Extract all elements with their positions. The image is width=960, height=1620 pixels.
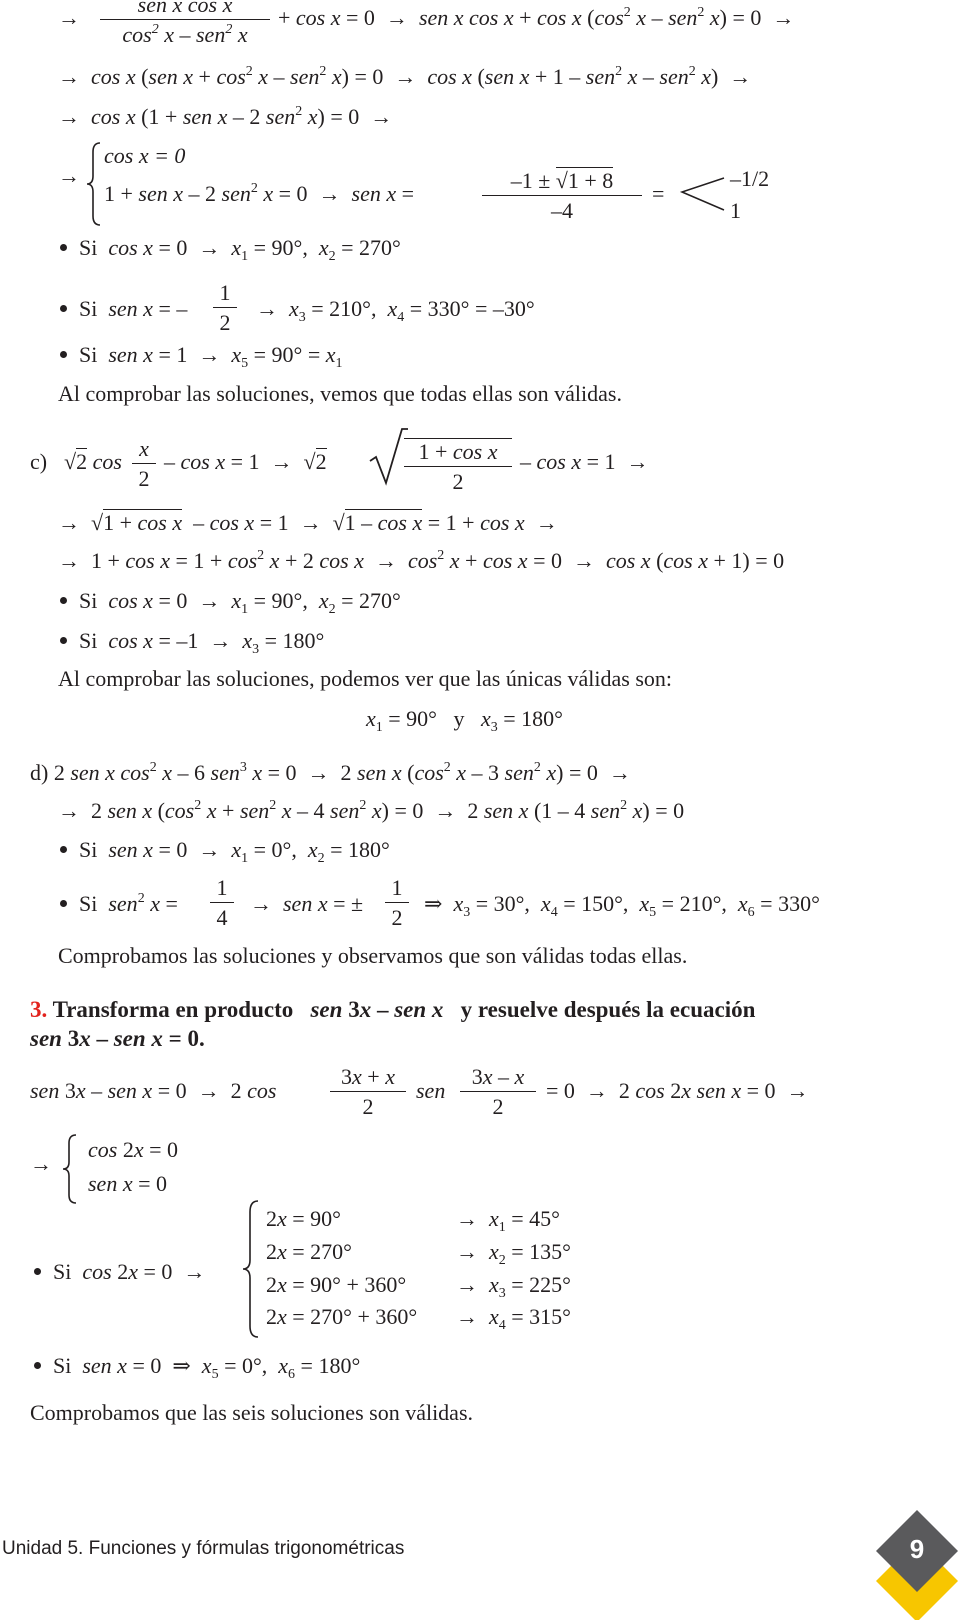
fraction: $\frac{x}{2}$ <box>132 438 156 490</box>
final-result: $x_1 = 90^\circ$ y $x_3 = 180^\circ$ <box>366 706 563 735</box>
fraction: $\frac{3x - x}{2}$ <box>460 1066 536 1118</box>
solution-line: → $x_3 = 210^\circ$, $x_4 = 330^\circ = -30^\circ$ <box>256 296 535 325</box>
result-line: → $x_1 = 45^\circ$ <box>456 1206 560 1235</box>
arrow: → <box>58 163 80 188</box>
fraction: $\frac{3x + x}{2}$ <box>330 1066 406 1118</box>
equation-line: – cos x = 1 → <box>520 449 649 474</box>
fraction: $\frac{1}{2}$ <box>385 877 409 929</box>
equation-line: → $1 + \cos x = 1 + \cos^2 x + 2$ $\cos x \to \cos^2 x + \cos x = 0 \to \cos x$ (cos x + 1) = 0 <box>58 548 785 573</box>
root-value: –1/2 <box>730 166 770 191</box>
radical-icon <box>368 425 408 487</box>
equation-line: = 0 → 2 cos 2x sen x = 0 → <box>546 1078 809 1103</box>
equation-line: d) 2 sen x $\cos^2 x - 6$ sen$^3$ x = 0 → 2 sen x ($\cos^2$ x – 3 sen$^2$ x) = 0 → <box>30 760 631 785</box>
equation-line: → 2 sen x ($\cos^2$ x + sen$^2$ x – 4 sen$^2$ x) = 0 → 2 sen x (1 – 4 sen$^2$ x) = 0 <box>58 798 685 823</box>
fraction: sen x cos x $\cos^2 x - sen^2$ x <box>100 0 270 46</box>
page-badge-icon <box>876 1510 960 1620</box>
arrow: → <box>58 5 80 30</box>
item-label: d) <box>30 760 49 785</box>
conclusion: Al comprobar las soluciones, podemos ver que las únicas válidas son: <box>58 666 673 691</box>
equation-line: → cos x (1 + sen x – 2 sen$^2$ x) = 0 → <box>58 104 393 129</box>
solution-line: ⇒ $x_3 = 30^\circ$, $x_4 = 150^\circ$, $x_5 = 210^\circ$, $x_6 = 330^\circ$ <box>424 891 820 920</box>
equation-line: sen 3x – sen x = 0 → 2 cos <box>30 1078 277 1103</box>
equation-line: → √1 + cos x – cos x = 1 → √1 – cos x = 1 + cos x → <box>58 510 558 535</box>
footer-unit-title: Unidad 5. Funciones y fórmulas trigonométricas <box>2 1538 405 1559</box>
arrow: → <box>30 1151 52 1176</box>
exercise-title: 3. Transforma en producto sen 3x – sen x y resuelve después la ecuación <box>30 997 756 1022</box>
fraction: $\frac{1}{2}$ <box>213 282 237 334</box>
case-line: 2x = 90° <box>266 1206 341 1231</box>
case-line: cos x = 0 <box>104 143 186 168</box>
case-line: 1 + sen x – 2 sen$^2$ x = 0 → sen x = <box>104 181 415 206</box>
equation-line: sen <box>416 1078 446 1103</box>
branch-icon <box>680 170 726 216</box>
solution-line: Si cos 2x = 0 → <box>34 1261 205 1283</box>
case-line: 2x = 270° <box>266 1239 352 1264</box>
conclusion: Comprobamos que las seis soluciones son válidas. <box>30 1400 474 1425</box>
solution-line: Si sen$^2$ x = <box>60 893 178 915</box>
left-brace-icon <box>60 1132 80 1206</box>
page-number: 9 <box>909 1534 925 1564</box>
case-line: sen x = 0 <box>88 1171 168 1196</box>
root-value: 1 <box>730 198 741 223</box>
exercise-title: sen 3x – sen x = 0. <box>30 1026 205 1051</box>
fraction: $\frac{1}{4}$ <box>210 877 234 929</box>
conclusion: Comprobamos las soluciones y observamos que son válidas todas ellas. <box>58 943 688 968</box>
solution-line: Si $\cos x = 0 \to x_1 = 90^\circ$, $x_2 = 270^\circ$ <box>60 590 401 612</box>
left-brace-icon <box>240 1198 262 1340</box>
item-label: c) <box>30 449 48 474</box>
quadratic-fraction: $\frac{-1 \pm √1 + 8}{-4}$ <box>482 170 642 222</box>
solution-line: Si $\cos x = -1 \to x_3 = 180^\circ$ <box>60 630 324 652</box>
case-line: cos 2x = 0 <box>88 1137 179 1162</box>
equation-line: – cos x = 1 → √2 <box>164 449 327 474</box>
solution-line: Si $\cos x = 0 \to x_1 = 90^\circ$, $x_2 = 270^\circ$ <box>60 237 401 259</box>
solution-line: Si sen $x = 0 \to x_1 = 0^\circ$, $x_2 = 180^\circ$ <box>60 839 390 861</box>
conclusion: Al comprobar las soluciones, vemos que todas ellas son válidas. <box>58 381 622 406</box>
equation-line: → cos x (sen $x + \cos^2 x - sen^2$ x) = 0 → cos x (sen x + 1 – sen$^2$ x – sen$^2$ x) → <box>58 64 752 89</box>
result-line: → $x_4 = 315^\circ$ <box>456 1304 571 1333</box>
sqrt-two: √2 cos <box>64 449 122 474</box>
solution-line: Si sen x = – <box>60 298 187 320</box>
exercise-number: 3. <box>30 997 48 1022</box>
fraction: $\frac{\text{1 + cos x}}{2}$ <box>404 438 512 493</box>
equals: = <box>652 181 665 206</box>
equation-line: + cos x = 0 → sen x cos x + cos x ($\cos^2$ x – sen$^2$ x) = 0 → <box>278 5 795 30</box>
solution-line: Si sen x = 0 ⇒ $x_5 = 0^\circ$, $x_6 = 180^\circ$ <box>34 1355 360 1377</box>
result-line: → $x_3 = 225^\circ$ <box>456 1272 571 1301</box>
solution-line: → sen x = ± <box>250 891 364 916</box>
case-line: 2x = 270° + 360° <box>266 1304 418 1329</box>
result-line: → $x_2 = 135^\circ$ <box>456 1239 571 1268</box>
left-brace-icon <box>84 140 104 228</box>
solution-line: Si sen $x = 1 \to x_5 = 90^\circ = x_1$ <box>60 344 343 366</box>
case-line: 2x = 90° + 360° <box>266 1272 407 1297</box>
